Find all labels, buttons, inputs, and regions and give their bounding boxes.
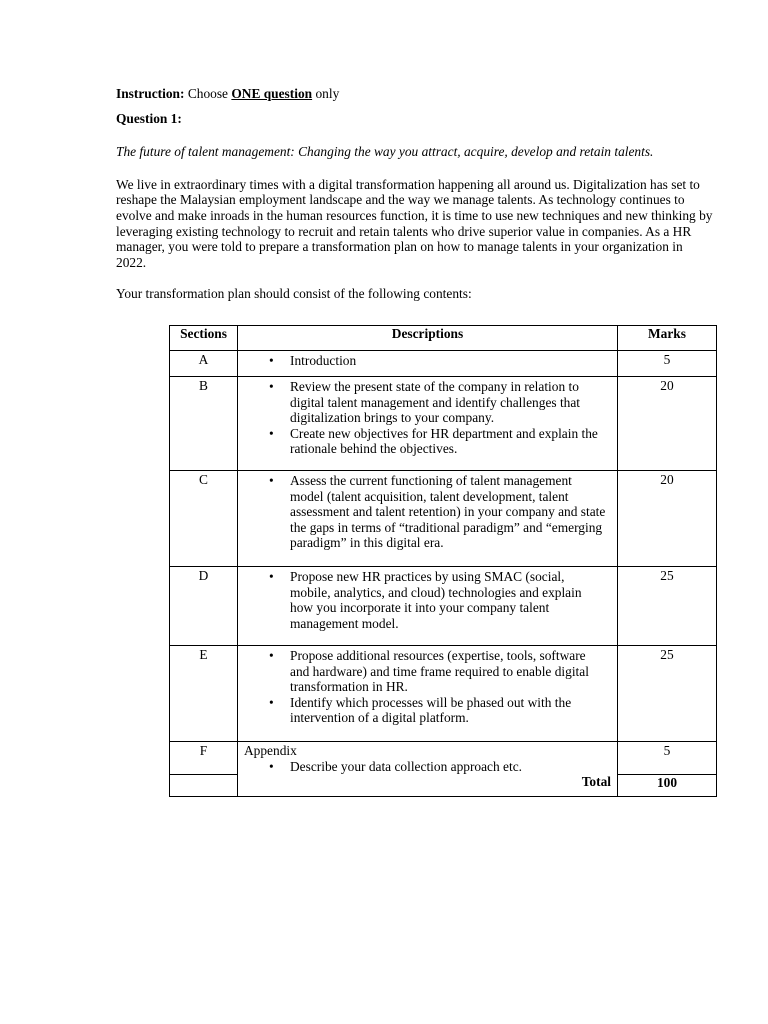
question-theme: The future of talent management: Changing the way you attract, acquire, develop and retain talents.	[116, 144, 654, 160]
table-row	[170, 471, 717, 567]
header-sections: Sections	[170, 326, 238, 351]
marks-cell: 5	[618, 742, 717, 775]
transformation-plan-table	[169, 325, 717, 797]
marks-cell: 25	[618, 567, 717, 646]
description-cell	[238, 567, 618, 646]
total-value: 100	[618, 774, 717, 796]
description-bullet: • Introduction	[238, 353, 617, 369]
description-bullet: • Assess the current functioning of talent management model (talent acquisition, talent development, talent assessment and talent retention) in your company and state the gaps in terms of “traditional paradigm” and “emerging paradigm” in this digital era.	[238, 473, 617, 551]
description-bullet: • Propose additional resources (expertise, tools, software and hardware) and time frame required to enable digital transformation in HR.	[238, 648, 617, 695]
total-label: Total	[238, 774, 618, 796]
description-bullet: • Propose new HR practices by using SMAC (social, mobile, analytics, and cloud) technologies and explain how you incorporate it into your company talent management model.	[238, 569, 617, 631]
section-cell: F	[170, 742, 238, 775]
description-bullet: • Identify which processes will be phased out with the intervention of a digital platform.	[238, 695, 617, 726]
plan-lead-in: Your transformation plan should consist of the following contents:	[116, 286, 472, 302]
total-empty-cell	[170, 774, 238, 796]
table-row	[170, 351, 717, 377]
table-row	[170, 646, 717, 742]
section-cell: C	[170, 471, 238, 567]
description-cell	[238, 742, 618, 775]
instruction-text-end: only	[315, 86, 340, 101]
question-title: Question 1:	[116, 110, 182, 126]
question-paragraph: We live in extraordinary times with a digital transformation happening all around us. Digitalization has set to reshape the Malaysian employment landscape and the way we manage talents. As technology continues to evolve and make inroads in the human resources function, it is time to use new techniques and new thinking by leveraging existing technology to recruit and retain talents who drive superior value in companies. As a HR manager, you were told to prepare a transformation plan on how to manage talents in your organization in 2022.	[116, 176, 713, 270]
instruction-emphasis: ONE question	[231, 86, 313, 101]
table-row	[170, 742, 717, 775]
description-bullet: • Review the present state of the company in relation to digital talent management and identify challenges that digitalization brings to your company.	[238, 379, 617, 426]
header-descriptions: Descriptions	[238, 326, 618, 351]
marks-cell: 20	[618, 471, 717, 567]
document-body	[116, 86, 716, 302]
marks-cell: 25	[618, 646, 717, 742]
description-cell	[238, 377, 618, 471]
section-cell: B	[170, 377, 238, 471]
section-cell: E	[170, 646, 238, 742]
total-row	[170, 774, 717, 796]
description-bullet: • Describe your data collection approach etc.	[238, 759, 617, 775]
marks-cell: 20	[618, 377, 717, 471]
table-row	[170, 377, 717, 471]
description-cell	[238, 471, 618, 567]
marks-cell: 5	[618, 351, 717, 377]
description-cell	[238, 646, 618, 742]
table-header-row	[170, 326, 717, 351]
instruction-text: Choose	[187, 86, 228, 101]
description-cell	[238, 351, 618, 377]
instruction-label: Instruction:	[116, 86, 185, 101]
section-cell: A	[170, 351, 238, 377]
instruction-line	[116, 86, 716, 102]
table-row	[170, 567, 717, 646]
appendix-label: Appendix	[244, 743, 297, 758]
description-bullet: • Create new objectives for HR department and explain the rationale behind the objectives.	[238, 426, 617, 457]
section-cell: D	[170, 567, 238, 646]
header-marks: Marks	[618, 326, 717, 351]
